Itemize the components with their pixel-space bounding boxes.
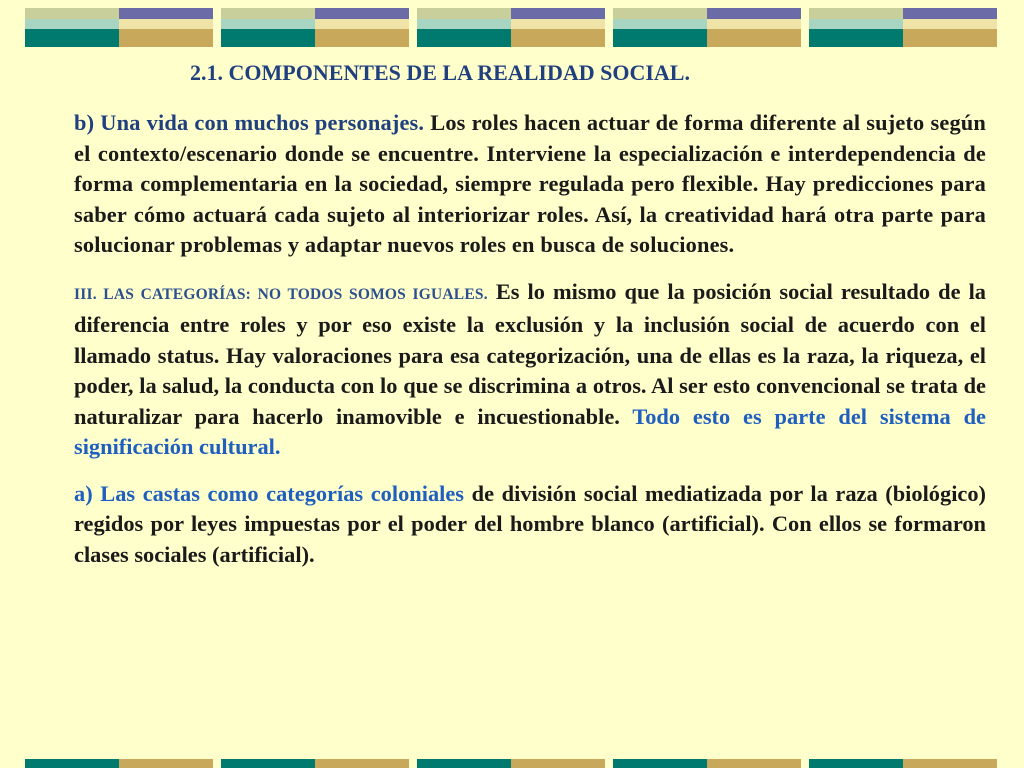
decorative-tile — [809, 8, 997, 47]
paragraph-roles — [74, 108, 986, 261]
paragraph-heading-castas: a) Las castas como categorías coloniales — [74, 480, 465, 506]
decorative-tile — [25, 759, 213, 768]
decorative-tile — [221, 759, 409, 768]
decorative-tile — [613, 759, 801, 768]
decorative-tile — [613, 8, 801, 47]
paragraph-heading-categorias: III. LAS CATEGORÍAS: NO TODOS SOMOS IGUALES. — [74, 285, 488, 303]
decorative-tile — [809, 759, 997, 768]
paragraph-categorias — [74, 277, 986, 463]
slide-title: 2.1. COMPONENTES DE LA REALIDAD SOCIAL. — [190, 60, 690, 85]
paragraph-heading-roles: b) Una vida con muchos personajes. — [74, 110, 425, 135]
top-decorative-border — [0, 8, 1024, 47]
bottom-decorative-border — [0, 759, 1024, 768]
decorative-tile — [417, 759, 605, 768]
paragraph-castas — [74, 479, 986, 571]
slide-content — [74, 108, 986, 586]
paragraph-text-categorias: Es lo mismo que la posición social resultado de la diferencia entre roles y por eso existe la exclusión y la inclusión social de acuerdo con el llamado status. Hay valoraciones para esa categorización, una de ellas es la raza, la riqueza, el poder, la salud, la conducta con lo que se discrimina a otros. Al ser esto convencional se trata de naturalizar para hacerlo inamovible e incuestionable. — [74, 278, 986, 429]
paragraph-text-castas: de división social mediatizada por la raza (biológico) regidos por leyes impuestas por el poder del hombre blanco (artificial). Con ellos se formaron clases sociales (artificial). — [74, 480, 987, 567]
decorative-tile — [25, 8, 213, 47]
decorative-tile — [221, 8, 409, 47]
paragraph-highlight-categorias: Todo esto es parte del sistema de significación cultural. — [74, 403, 986, 459]
decorative-tile — [417, 8, 605, 47]
paragraph-text-roles: Los roles hacen actuar de forma diferente al sujeto según el contexto/escenario donde se encuentre. Interviene la especialización e interdependencia de forma complementaria en la sociedad, siempre regulada pero flexible. Hay predicciones para saber cómo actuará cada sujeto al interiorizar roles. Así, la creatividad hará otra parte para solucionar problemas y adaptar nuevos roles en busca de soluciones. — [74, 110, 986, 257]
